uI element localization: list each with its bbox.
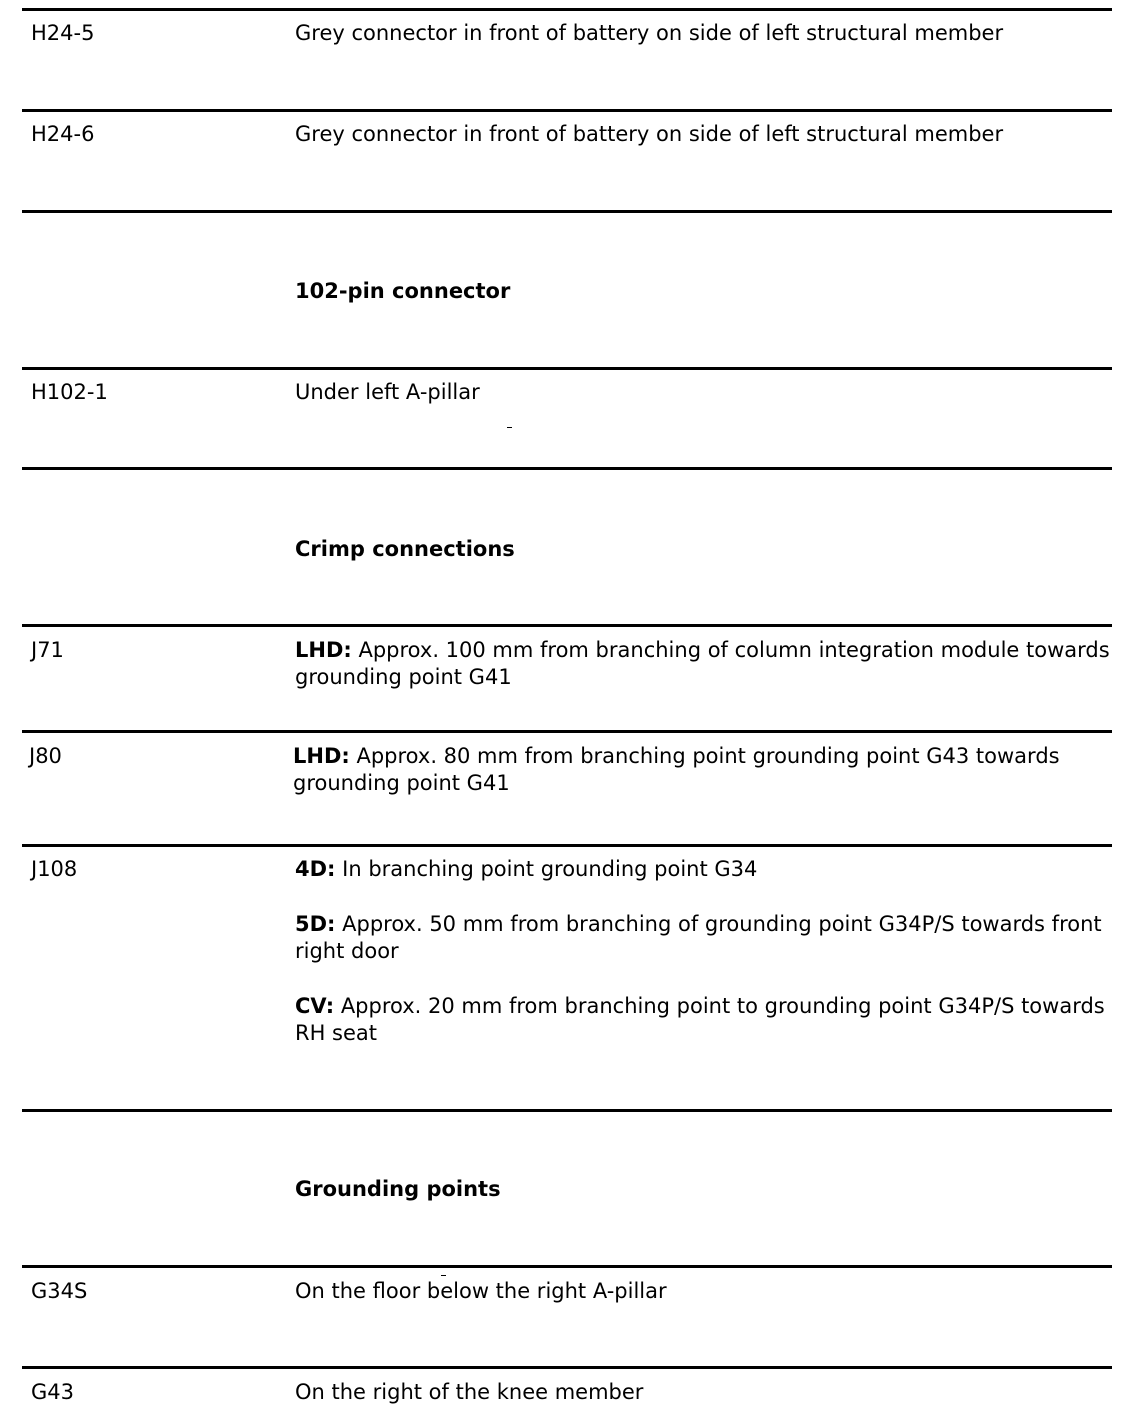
paragraph-text: Approx. 20 mm from branching point to grounding point G34P/S towards RH seat — [295, 994, 1105, 1045]
variant-prefix: LHD: — [295, 638, 352, 662]
paragraph-text: Approx. 50 mm from branching of grounding point G34P/S towards front right door — [295, 912, 1102, 963]
table-rule — [22, 467, 1112, 470]
table-rule — [22, 730, 1112, 733]
paragraph-text: Approx. 100 mm from branching of column integration module towards grounding point G41 — [295, 638, 1110, 689]
description-paragraph — [295, 911, 1110, 965]
row-description — [295, 637, 1110, 691]
row-description: Grey connector in front of battery on side of left structural member — [295, 122, 1004, 146]
table-rule — [22, 367, 1112, 370]
row-description: On the floor below the right A-pillar — [295, 1279, 667, 1303]
description-paragraph — [293, 743, 1108, 797]
stray-mark — [441, 1275, 446, 1276]
stray-mark — [507, 427, 512, 428]
section-heading: 102-pin connector — [295, 279, 511, 303]
table-rule — [22, 624, 1112, 627]
variant-prefix: 4D: — [295, 857, 336, 881]
row-id: J80 — [29, 744, 62, 768]
paragraph-text: In branching point grounding point G34 — [342, 857, 758, 881]
section-heading: Grounding points — [295, 1177, 501, 1201]
row-description — [295, 856, 1110, 1047]
row-id: H24-5 — [31, 21, 95, 45]
section-heading: Crimp connections — [295, 537, 515, 561]
table-rule — [22, 1109, 1112, 1112]
description-paragraph — [295, 993, 1110, 1047]
table-rule — [22, 844, 1112, 847]
row-description — [293, 743, 1108, 797]
row-id: J71 — [31, 638, 64, 662]
row-id: H24-6 — [31, 122, 95, 146]
description-paragraph — [295, 637, 1110, 691]
description-paragraph — [295, 856, 1110, 883]
variant-prefix: 5D: — [295, 912, 336, 936]
row-description: Grey connector in front of battery on side of left structural member — [295, 21, 1004, 45]
paragraph-text: Approx. 80 mm from branching point grounding point G43 towards grounding point G41 — [293, 744, 1060, 795]
table-rule — [22, 8, 1112, 11]
row-id: G43 — [31, 1380, 74, 1404]
row-id: H102-1 — [31, 380, 108, 404]
table-rule — [22, 1265, 1112, 1268]
row-description: On the right of the knee member — [295, 1380, 644, 1404]
variant-prefix: LHD: — [293, 744, 350, 768]
table-rule — [22, 210, 1112, 213]
row-description: Under left A-pillar — [295, 380, 480, 404]
table-rule — [22, 1366, 1112, 1369]
row-id: J108 — [31, 857, 78, 881]
table-rule — [22, 109, 1112, 112]
variant-prefix: CV: — [295, 994, 335, 1018]
row-id: G34S — [31, 1279, 88, 1303]
